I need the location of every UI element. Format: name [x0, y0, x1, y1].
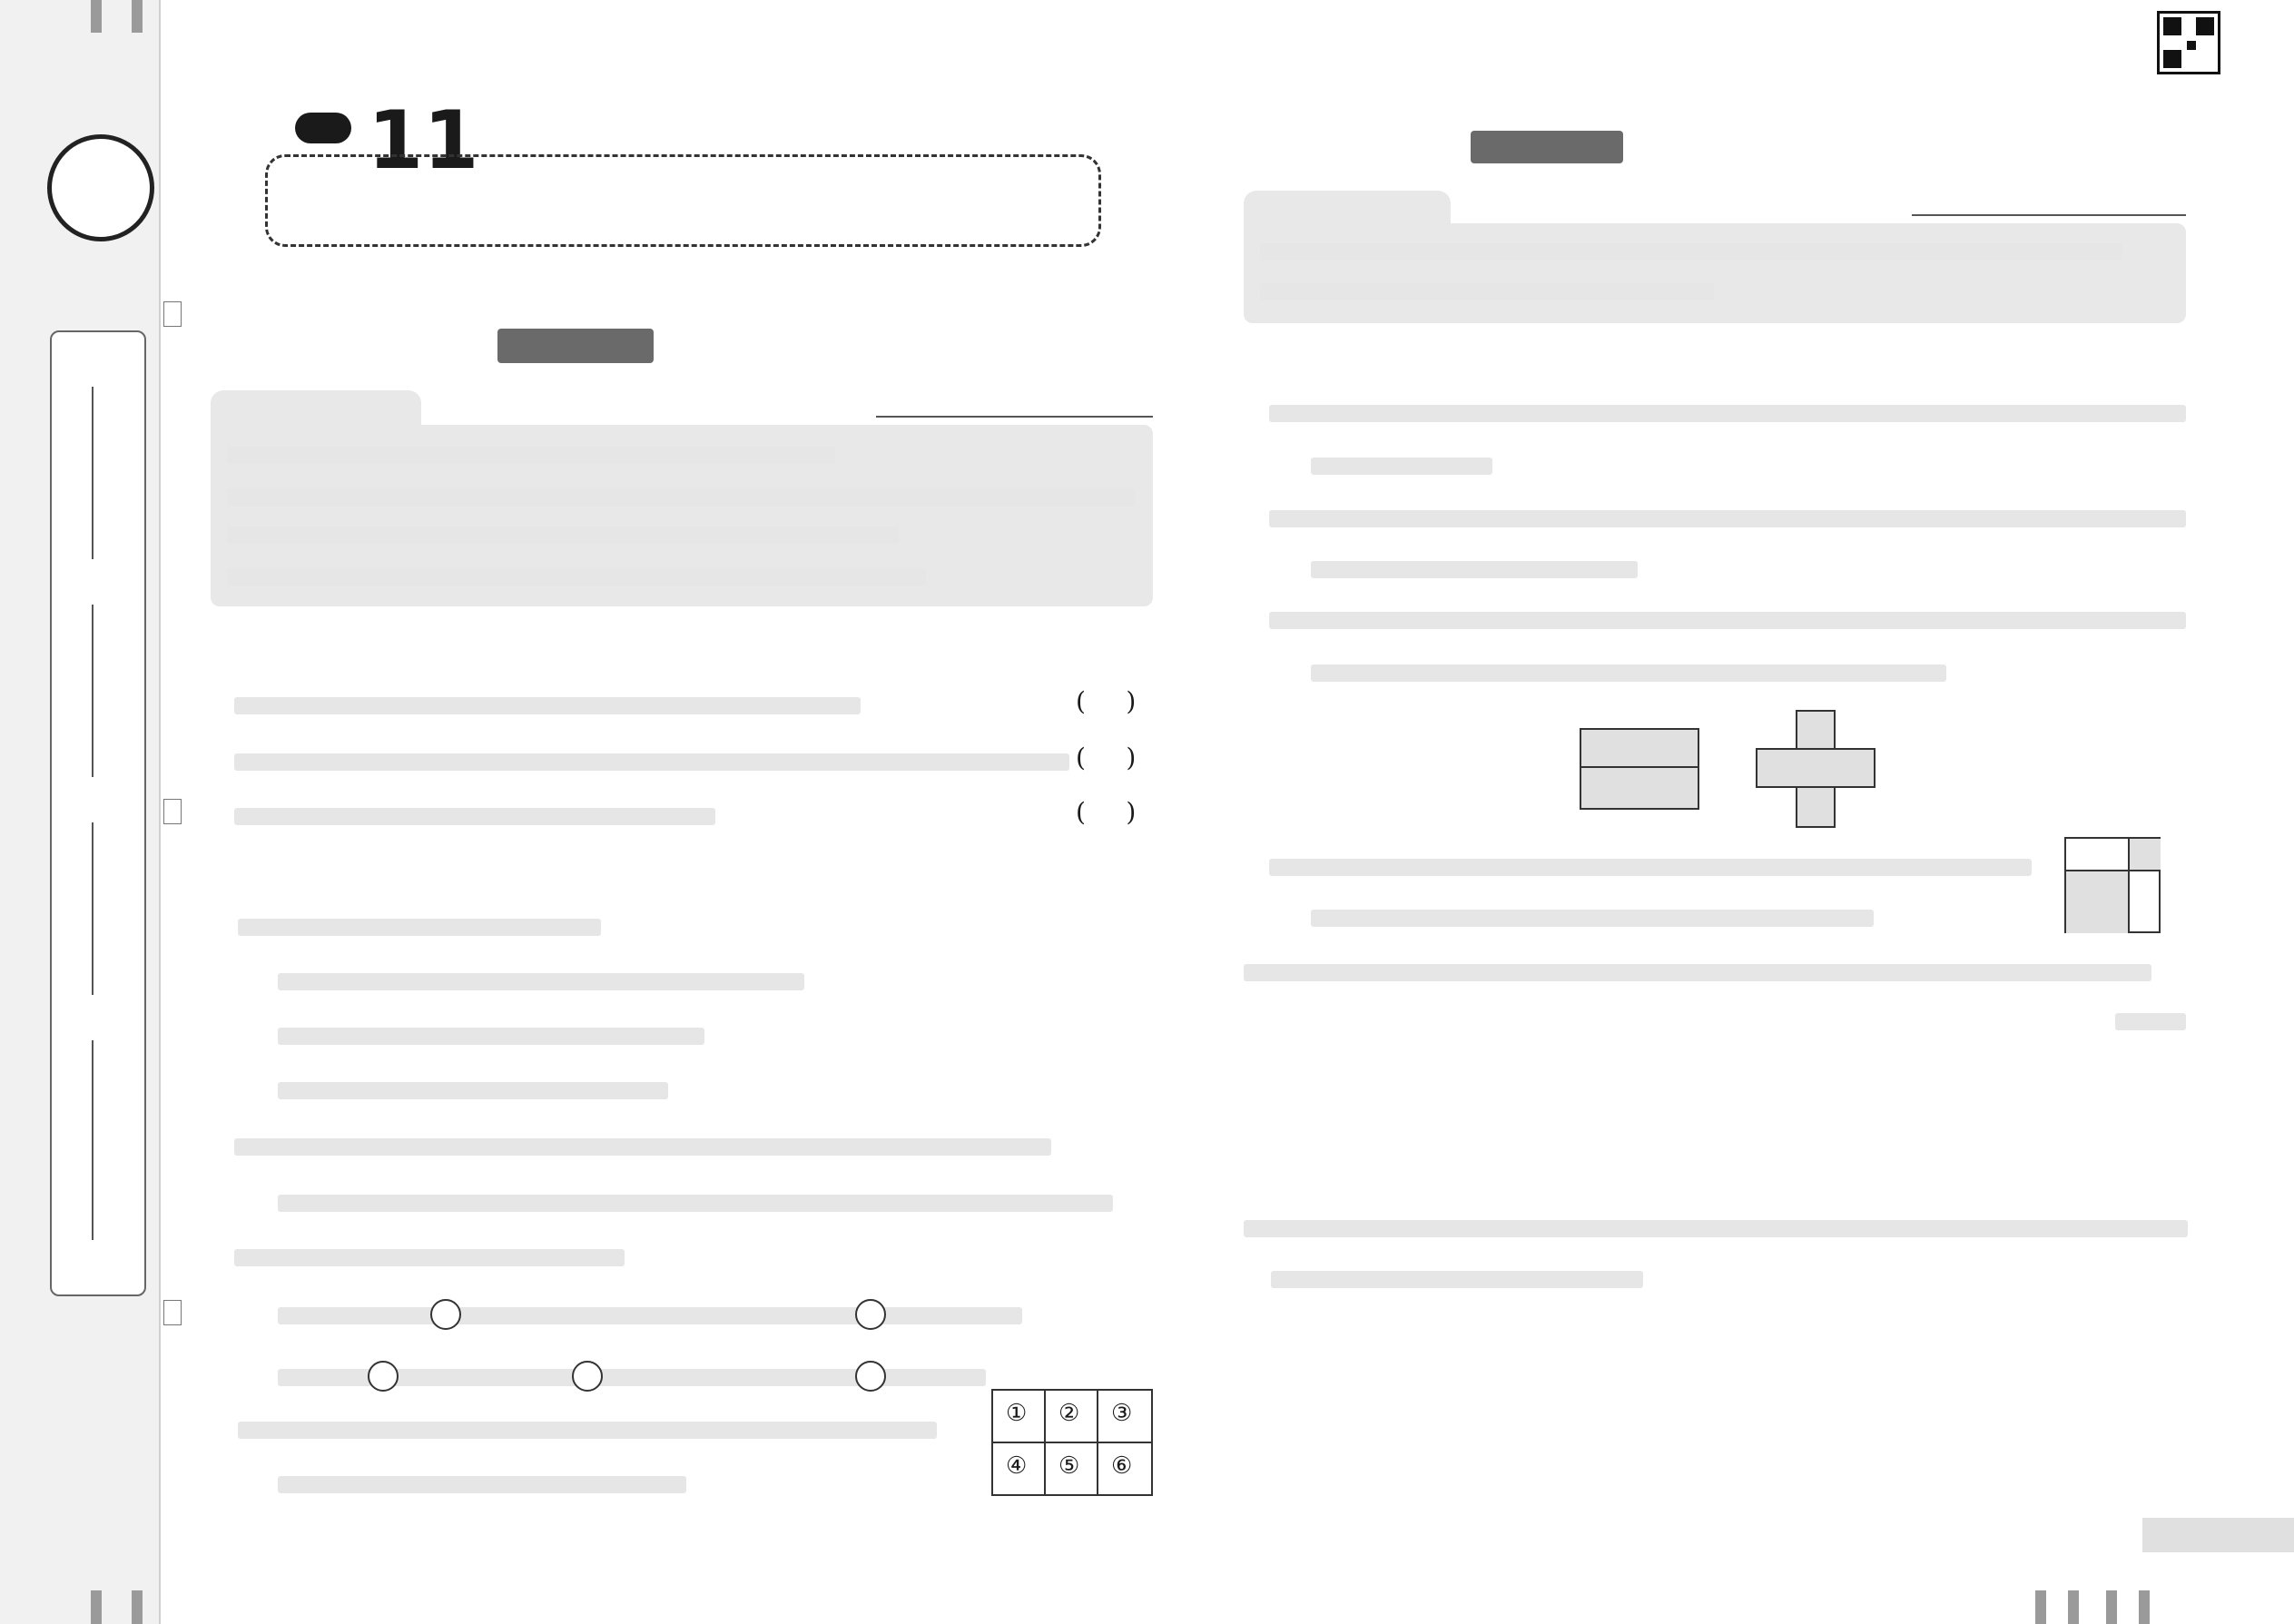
section-2-heading — [1634, 131, 1961, 163]
question-line — [234, 1249, 625, 1266]
review-tab — [1244, 191, 1451, 225]
binding-tick — [163, 301, 182, 327]
paper-number: 11 — [368, 94, 479, 187]
section-tag — [497, 329, 654, 363]
binding-mark-top — [91, 0, 102, 33]
question-line — [234, 808, 715, 825]
exam-scope — [567, 236, 794, 261]
puzzle-piece-6: ⑥ — [1111, 1452, 1133, 1480]
question-line — [234, 753, 1069, 771]
question-line — [1269, 859, 2032, 876]
answer-blank[interactable]: ( ) — [1076, 743, 1137, 773]
paper-tag — [295, 113, 351, 143]
question-line — [2115, 1013, 2186, 1030]
question-1-heading — [211, 635, 719, 666]
binding-tick — [163, 799, 182, 824]
binding-mark-bottom — [132, 1590, 143, 1624]
question-line — [1311, 910, 1874, 927]
review-box — [211, 425, 1153, 606]
question-line — [238, 919, 601, 936]
question-line — [1311, 664, 1946, 682]
question-1-heading — [1244, 347, 1607, 378]
puzzle-piece-4: ④ — [1006, 1452, 1028, 1480]
qr-code[interactable] — [2157, 11, 2220, 74]
question-line — [1269, 612, 2186, 629]
footer-left — [436, 1523, 930, 1547]
score-line — [1912, 187, 2186, 216]
question-line — [234, 697, 861, 714]
question-line — [1311, 561, 1638, 578]
review-tab — [211, 390, 421, 427]
class-field[interactable] — [92, 822, 94, 995]
student-info-panel — [50, 330, 146, 1296]
binding-strip — [0, 0, 161, 1624]
exam-subtitle — [563, 189, 808, 225]
footer-right — [1469, 1523, 1964, 1547]
compare-circle[interactable] — [855, 1361, 886, 1392]
binding-mark-bottom — [2139, 1590, 2150, 1624]
compare-circle[interactable] — [368, 1361, 399, 1392]
binding-mark-bottom — [2068, 1590, 2079, 1624]
question-2-heading — [211, 855, 592, 886]
brand-url — [1997, 42, 2150, 62]
square-abcd-diagram — [2064, 837, 2161, 933]
puzzle-piece-5: ⑤ — [1058, 1452, 1080, 1480]
compare-circle[interactable] — [430, 1299, 461, 1330]
puzzle-piece-3: ③ — [1111, 1400, 1133, 1427]
brand-name — [1997, 13, 2150, 40]
answer-blank[interactable]: ( ) — [1076, 686, 1137, 716]
brand-logo — [47, 134, 154, 241]
question-line — [278, 973, 804, 990]
exam-number-field[interactable] — [92, 387, 94, 559]
school-field[interactable] — [92, 1040, 94, 1240]
score-line — [876, 389, 1153, 418]
question-line — [1269, 405, 2186, 422]
binding-mark-bottom — [91, 1590, 102, 1624]
puzzle-piece-2: ② — [1058, 1400, 1080, 1427]
question-line — [1244, 1220, 2188, 1237]
puzzle-piece-1: ① — [1006, 1400, 1028, 1427]
review-box — [1244, 223, 2186, 323]
question-line — [278, 1195, 1113, 1212]
compare-circle[interactable] — [855, 1299, 886, 1330]
question-line — [278, 1082, 668, 1099]
question-line — [1311, 458, 1492, 475]
name-field[interactable] — [92, 605, 94, 777]
binding-mark-bottom — [2106, 1590, 2117, 1624]
binding-mark-bottom — [2035, 1590, 2046, 1624]
question-line — [278, 1476, 686, 1493]
question-line — [234, 1138, 1051, 1156]
question-line — [238, 1422, 937, 1439]
rectangle-pair-diagram — [1580, 728, 1699, 810]
question-line — [1271, 1271, 1643, 1288]
question-line — [278, 1028, 704, 1045]
cross-shape-diagram — [1756, 710, 1876, 828]
question-line — [278, 1307, 1022, 1324]
binding-mark-top — [132, 0, 143, 33]
question-line — [1244, 964, 2151, 981]
answer-blank[interactable]: ( ) — [1076, 797, 1137, 827]
compare-circle[interactable] — [572, 1361, 603, 1392]
section-1-heading — [667, 329, 867, 363]
binding-tick — [163, 1300, 182, 1325]
section-tag — [1471, 131, 1623, 163]
puzzle-diagram — [991, 1389, 1153, 1496]
question-line — [1269, 510, 2186, 527]
corner-label — [2142, 1518, 2294, 1552]
